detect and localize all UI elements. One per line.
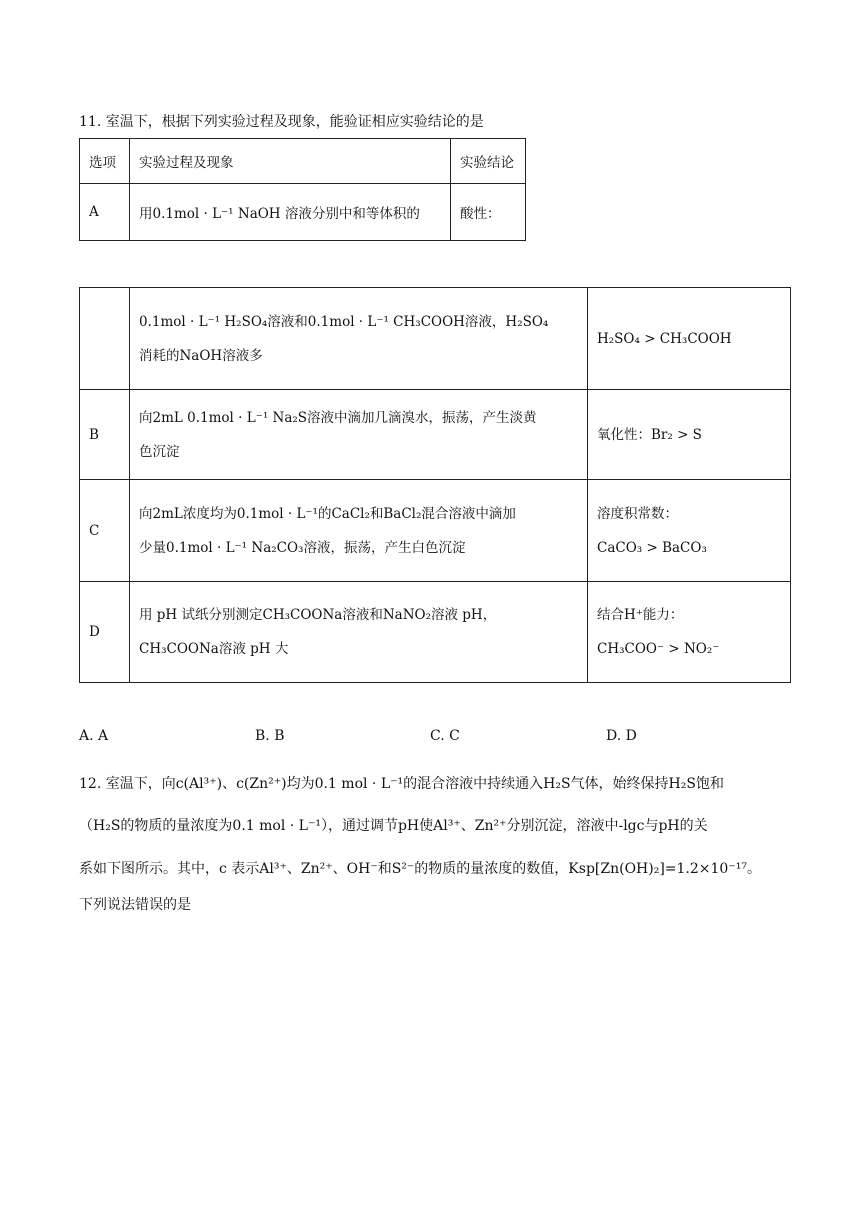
header-option: 选项 <box>80 139 130 184</box>
choice-b[interactable]: B. B <box>255 728 285 744</box>
table-row-d <box>80 582 791 683</box>
row-d-conclusion-formula: CH₃COO⁻ > NO₂⁻ <box>597 641 720 657</box>
header-process: 实验过程及现象 <box>130 139 451 184</box>
row-a-option: A <box>80 184 130 241</box>
table-row-c <box>80 480 791 582</box>
row-a-conclusion: 酸性： <box>451 184 526 241</box>
row-d-conclusion-label: 结合H⁺能力： <box>597 607 684 623</box>
row-b-conclusion <box>588 390 791 480</box>
row-d-line2: CH₃COONa溶液 pH 大 <box>139 641 289 657</box>
row-a-line1: 0.1mol · L⁻¹ H₂SO₄溶液和0.1mol · L⁻¹ CH₃COOH溶液，H₂SO₄ <box>139 313 549 330</box>
q12-line2: （H₂S的物质的量浓度为0.1 mol · L⁻¹），通过调节pH使Al³⁺、Zn²⁺分别沉淀，溶液中-lgc与pH的关 <box>79 818 708 834</box>
row-c-conclusion-label: 溶度积常数： <box>597 505 678 522</box>
row-d-line1: 用 pH 试纸分别测定CH₃COONa溶液和NaNO₂溶液 pH， <box>139 607 497 623</box>
row-c-line2: 少量0.1mol · L⁻¹ Na₂CO₃溶液，振荡，产生白色沉淀 <box>139 539 466 556</box>
row-a-line2: 消耗的NaOH溶液多 <box>139 347 263 364</box>
choice-d[interactable]: D. D <box>606 728 637 744</box>
row-a-cont-process <box>130 288 588 390</box>
row-c-option: C <box>80 480 130 582</box>
q11-table-top <box>79 138 526 241</box>
row-a-cont-option <box>80 288 130 390</box>
table-row-a-continued <box>80 288 791 390</box>
q12-line4: 下列说法错误的是 <box>79 897 191 913</box>
row-a-cont-conclusion <box>588 288 791 390</box>
row-b-conclusion-text: 氧化性：Br₂ > S <box>597 426 702 443</box>
row-c-conclusion-formula: CaCO₃ > BaCO₃ <box>597 539 707 556</box>
row-b-line2: 色沉淀 <box>139 443 180 460</box>
row-a-conclusion-formula: H₂SO₄ > CH₃COOH <box>597 330 732 347</box>
row-c-process <box>130 480 588 582</box>
table-header-row <box>80 139 526 184</box>
row-c-conclusion <box>588 480 791 582</box>
row-d-option: D <box>80 582 130 683</box>
row-d-conclusion <box>588 582 791 683</box>
q12-line1: 12. 室温下，向c(Al³⁺)、c(Zn²⁺)均为0.1 mol · L⁻¹的混合溶液中持续通入H₂S气体，始终保持H₂S饱和 <box>79 776 724 792</box>
row-a-process: 用0.1mol · L⁻¹ NaOH 溶液分别中和等体积的 <box>130 184 451 241</box>
row-d-process <box>130 582 588 683</box>
choice-a[interactable]: A. A <box>79 728 109 744</box>
table-row-a <box>80 184 526 241</box>
q11-stem: 11. 室温下，根据下列实验过程及现象，能验证相应实验结论的是 <box>79 114 484 130</box>
choice-c[interactable]: C. C <box>430 728 460 744</box>
row-b-option: B <box>80 390 130 480</box>
table-row-b <box>80 390 791 480</box>
row-b-line1: 向2mL 0.1mol · L⁻¹ Na₂S溶液中滴加几滴溴水，振荡，产生淡黄 <box>139 409 537 426</box>
q12-line3: 系如下图所示。其中，c 表示Al³⁺、Zn²⁺、OH⁻和S²⁻的物质的量浓度的数值，Ksp[Zn(OH)₂]=1.2×10⁻¹⁷。 <box>79 861 761 877</box>
row-b-process <box>130 390 588 480</box>
row-c-line1: 向2mL浓度均为0.1mol · L⁻¹的CaCl₂和BaCl₂混合溶液中滴加 <box>139 505 516 522</box>
header-conclusion: 实验结论 <box>451 139 526 184</box>
q11-table-bottom <box>79 287 791 683</box>
